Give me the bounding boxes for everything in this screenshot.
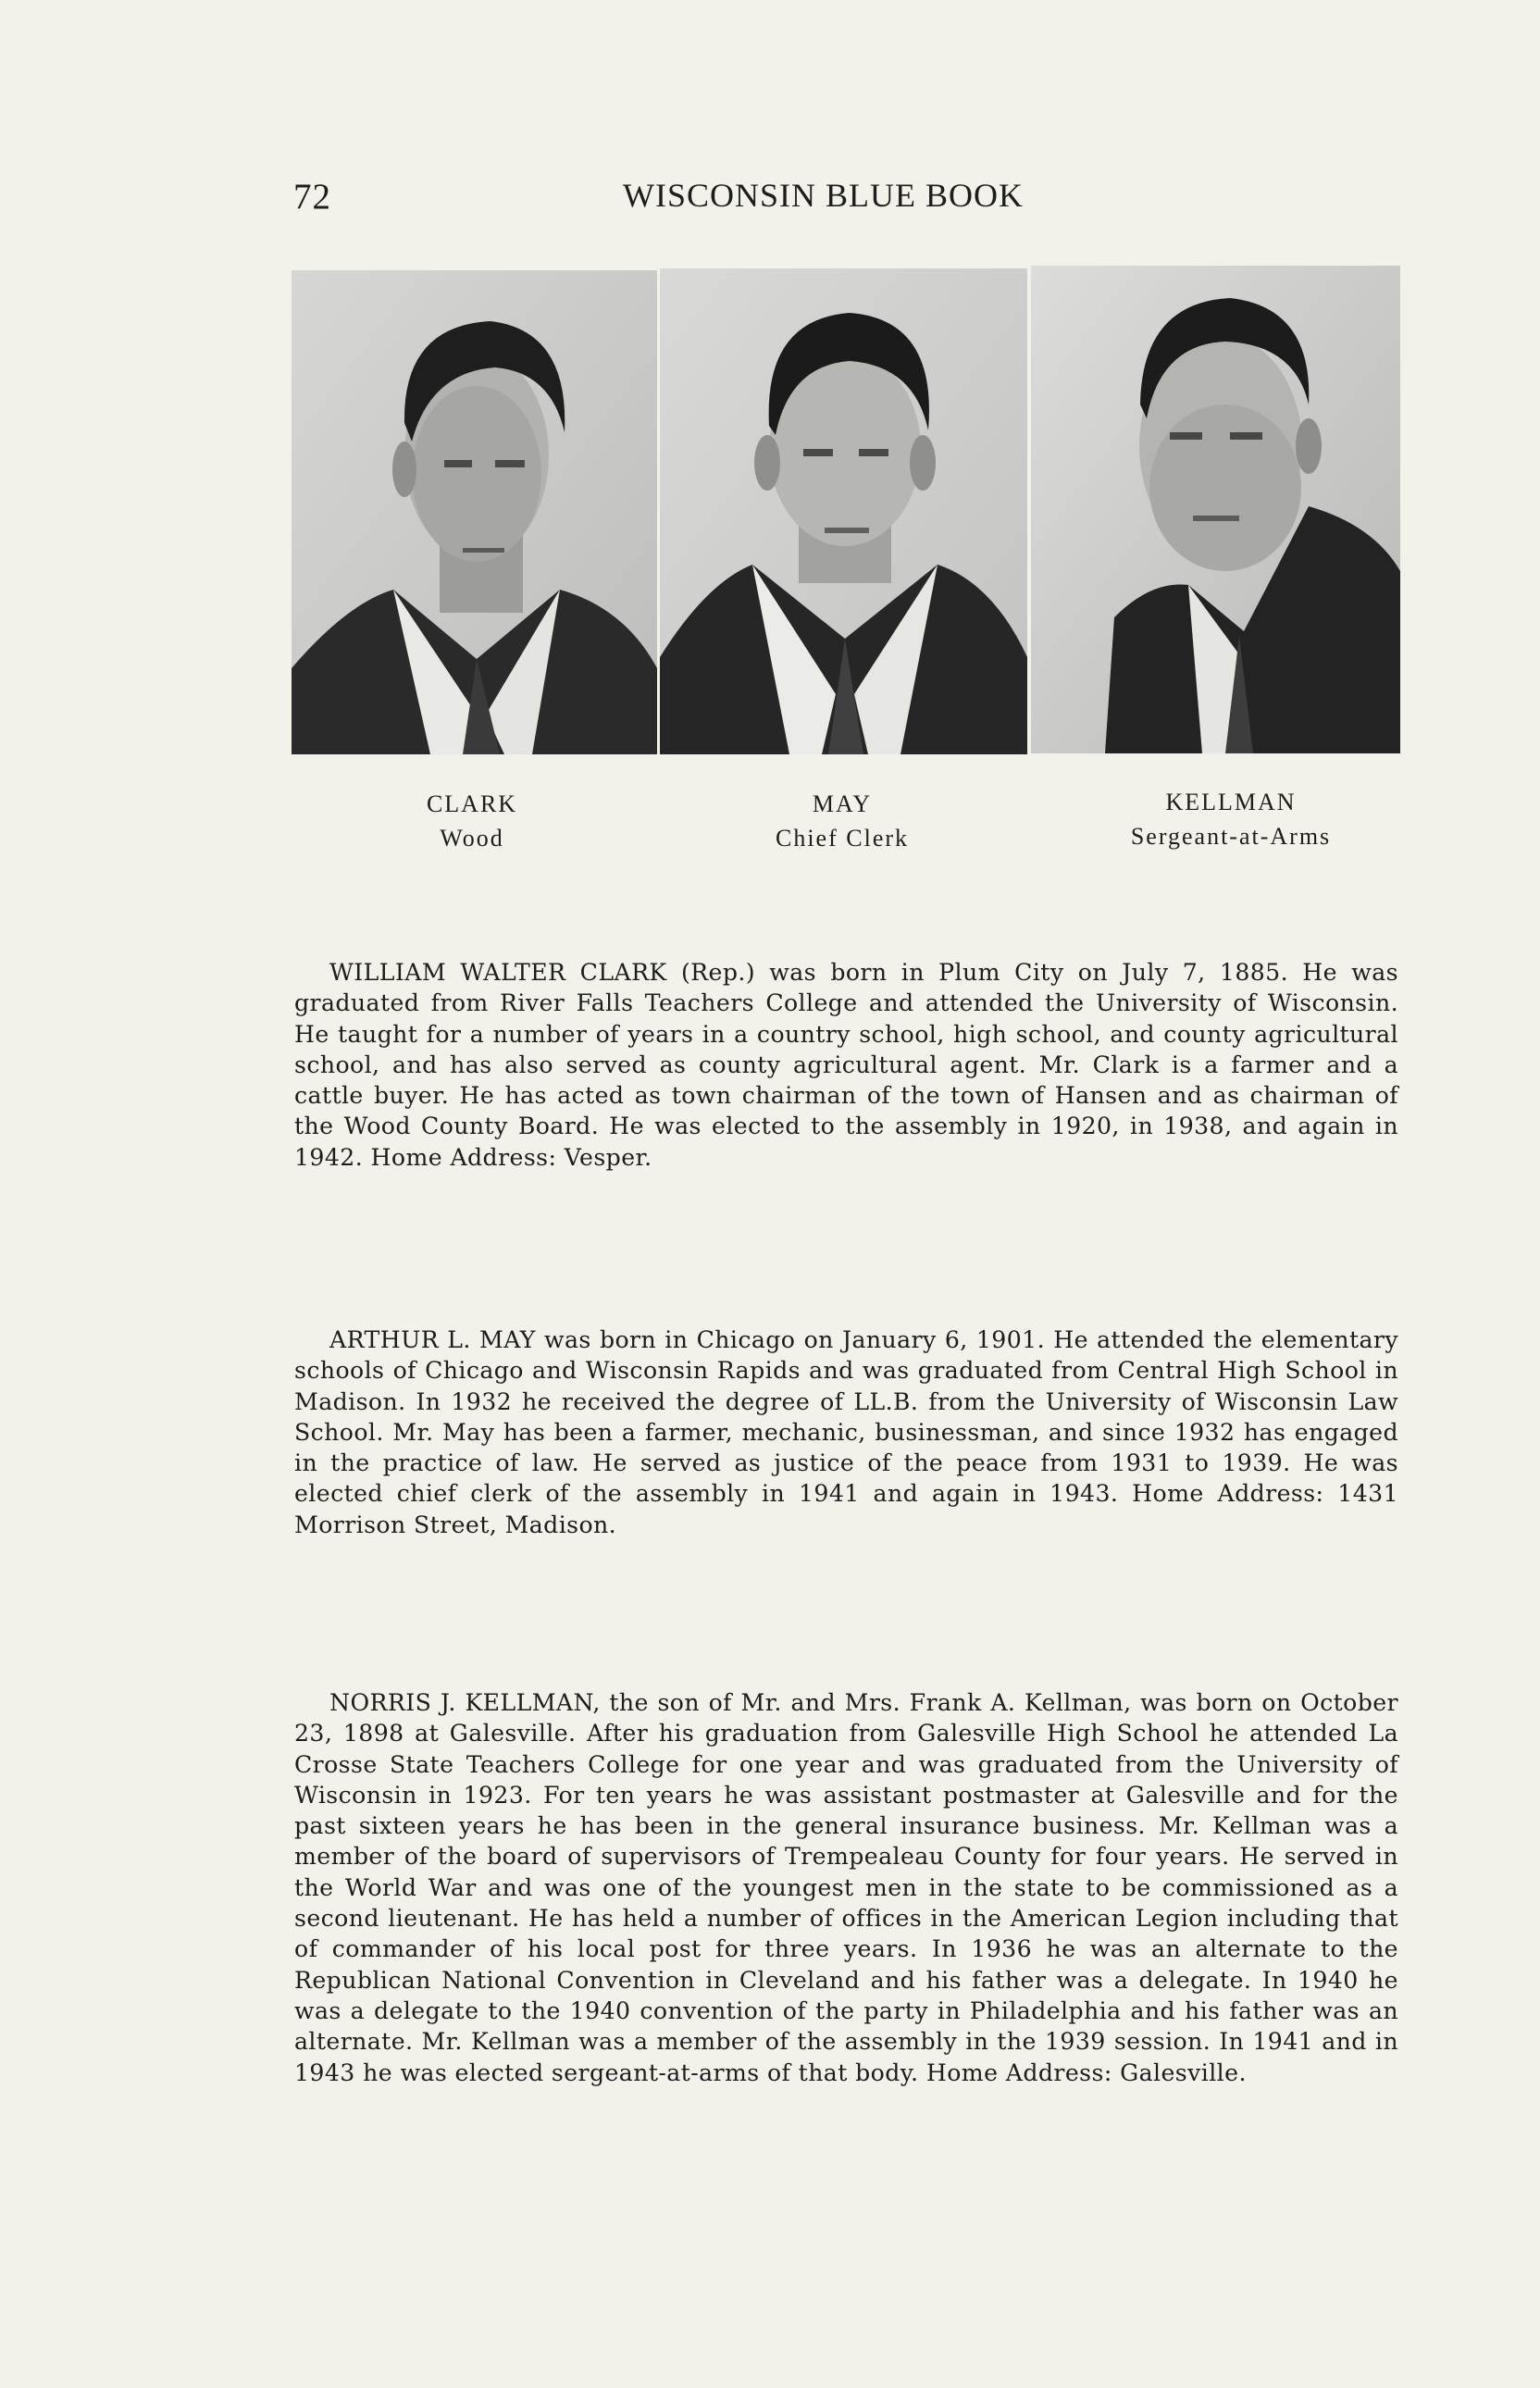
portrait-photo-may xyxy=(660,268,1027,754)
caption-role: Chief Clerk xyxy=(775,825,910,852)
running-head: WISCONSIN BLUE BOOK xyxy=(623,177,1024,214)
caption-role: Sergeant-at-Arms xyxy=(1130,823,1332,850)
biography-kellman: NORRIS J. KELLMAN, the son of Mr. and Mrs. Frank A. Kellman, was born on October 23, 1898 at Galesville. After his graduation from Galesville High School he attended La Crosse State Teachers College for one year and was graduated from the University of Wisconsin in 1923. For ten years he was assistant postmaster at Galesville and for the past sixteen years he has been in the general insurance business. Mr. Kellman was a member of the board of supervisors of Trempealeau County for four years. He served in the World War and was one of the youngest men in the state to be commissioned as a second lieutenant. He has held a number of offices in the American Legion including that of commander of his local post for three years. In 1936 he was an alternate to the Republican National Convention in Cleveland and his father was a delegate. In 1940 he was a delegate to the 1940 convention of the party in Philadelphia and his father was an alternate. Mr. Kellman was a member of the assembly in the 1939 session. In 1941 and in 1943 he was elected sergeant-at-arms of that body. Home Address: Galesville. xyxy=(294,1689,1398,2086)
portrait-photo-clark xyxy=(292,270,657,754)
portrait-caption-may xyxy=(694,787,990,855)
portrait-caption-clark xyxy=(324,787,620,855)
caption-name: KELLMAN xyxy=(1165,789,1297,815)
caption-name: CLARK xyxy=(426,790,518,817)
portrait-photo-kellman xyxy=(1031,266,1400,753)
caption-role: Wood xyxy=(440,825,504,852)
page-number: 72 xyxy=(293,177,331,217)
biography-may: ARTHUR L. MAY was born in Chicago on January 6, 1901. He attended the elementary schools of Chicago and Wisconsin Rapids and was graduated from Central High School in Madison. In 1932 he received the degree of LL.B. from the University of Wisconsin Law School. Mr. May has been a farmer, mechanic, businessman, and since 1932 has engaged in the practice of law. He served as justice of the peace from 1931 to 1939. He was elected chief clerk of the assembly in 1941 and again in 1943. Home Address: 1431 Morrison Street, Madison. xyxy=(294,1326,1398,1538)
caption-name: MAY xyxy=(812,790,873,817)
portrait-caption-kellman xyxy=(1046,785,1416,853)
biography-clark: WILLIAM WALTER CLARK (Rep.) was born in Plum City on July 7, 1885. He was graduated from River Falls Teachers College and attended the University of Wisconsin. He taught for a number of years in a country school, high school, and county agricultural school, and has also served as county agricultural agent. Mr. Clark is a farmer and a cattle buyer. He has acted as town chairman of the town of Hansen and as chairman of the Wood County Board. He was elected to the assembly in 1920, in 1938, and again in 1942. Home Address: Vesper. xyxy=(294,959,1398,1171)
